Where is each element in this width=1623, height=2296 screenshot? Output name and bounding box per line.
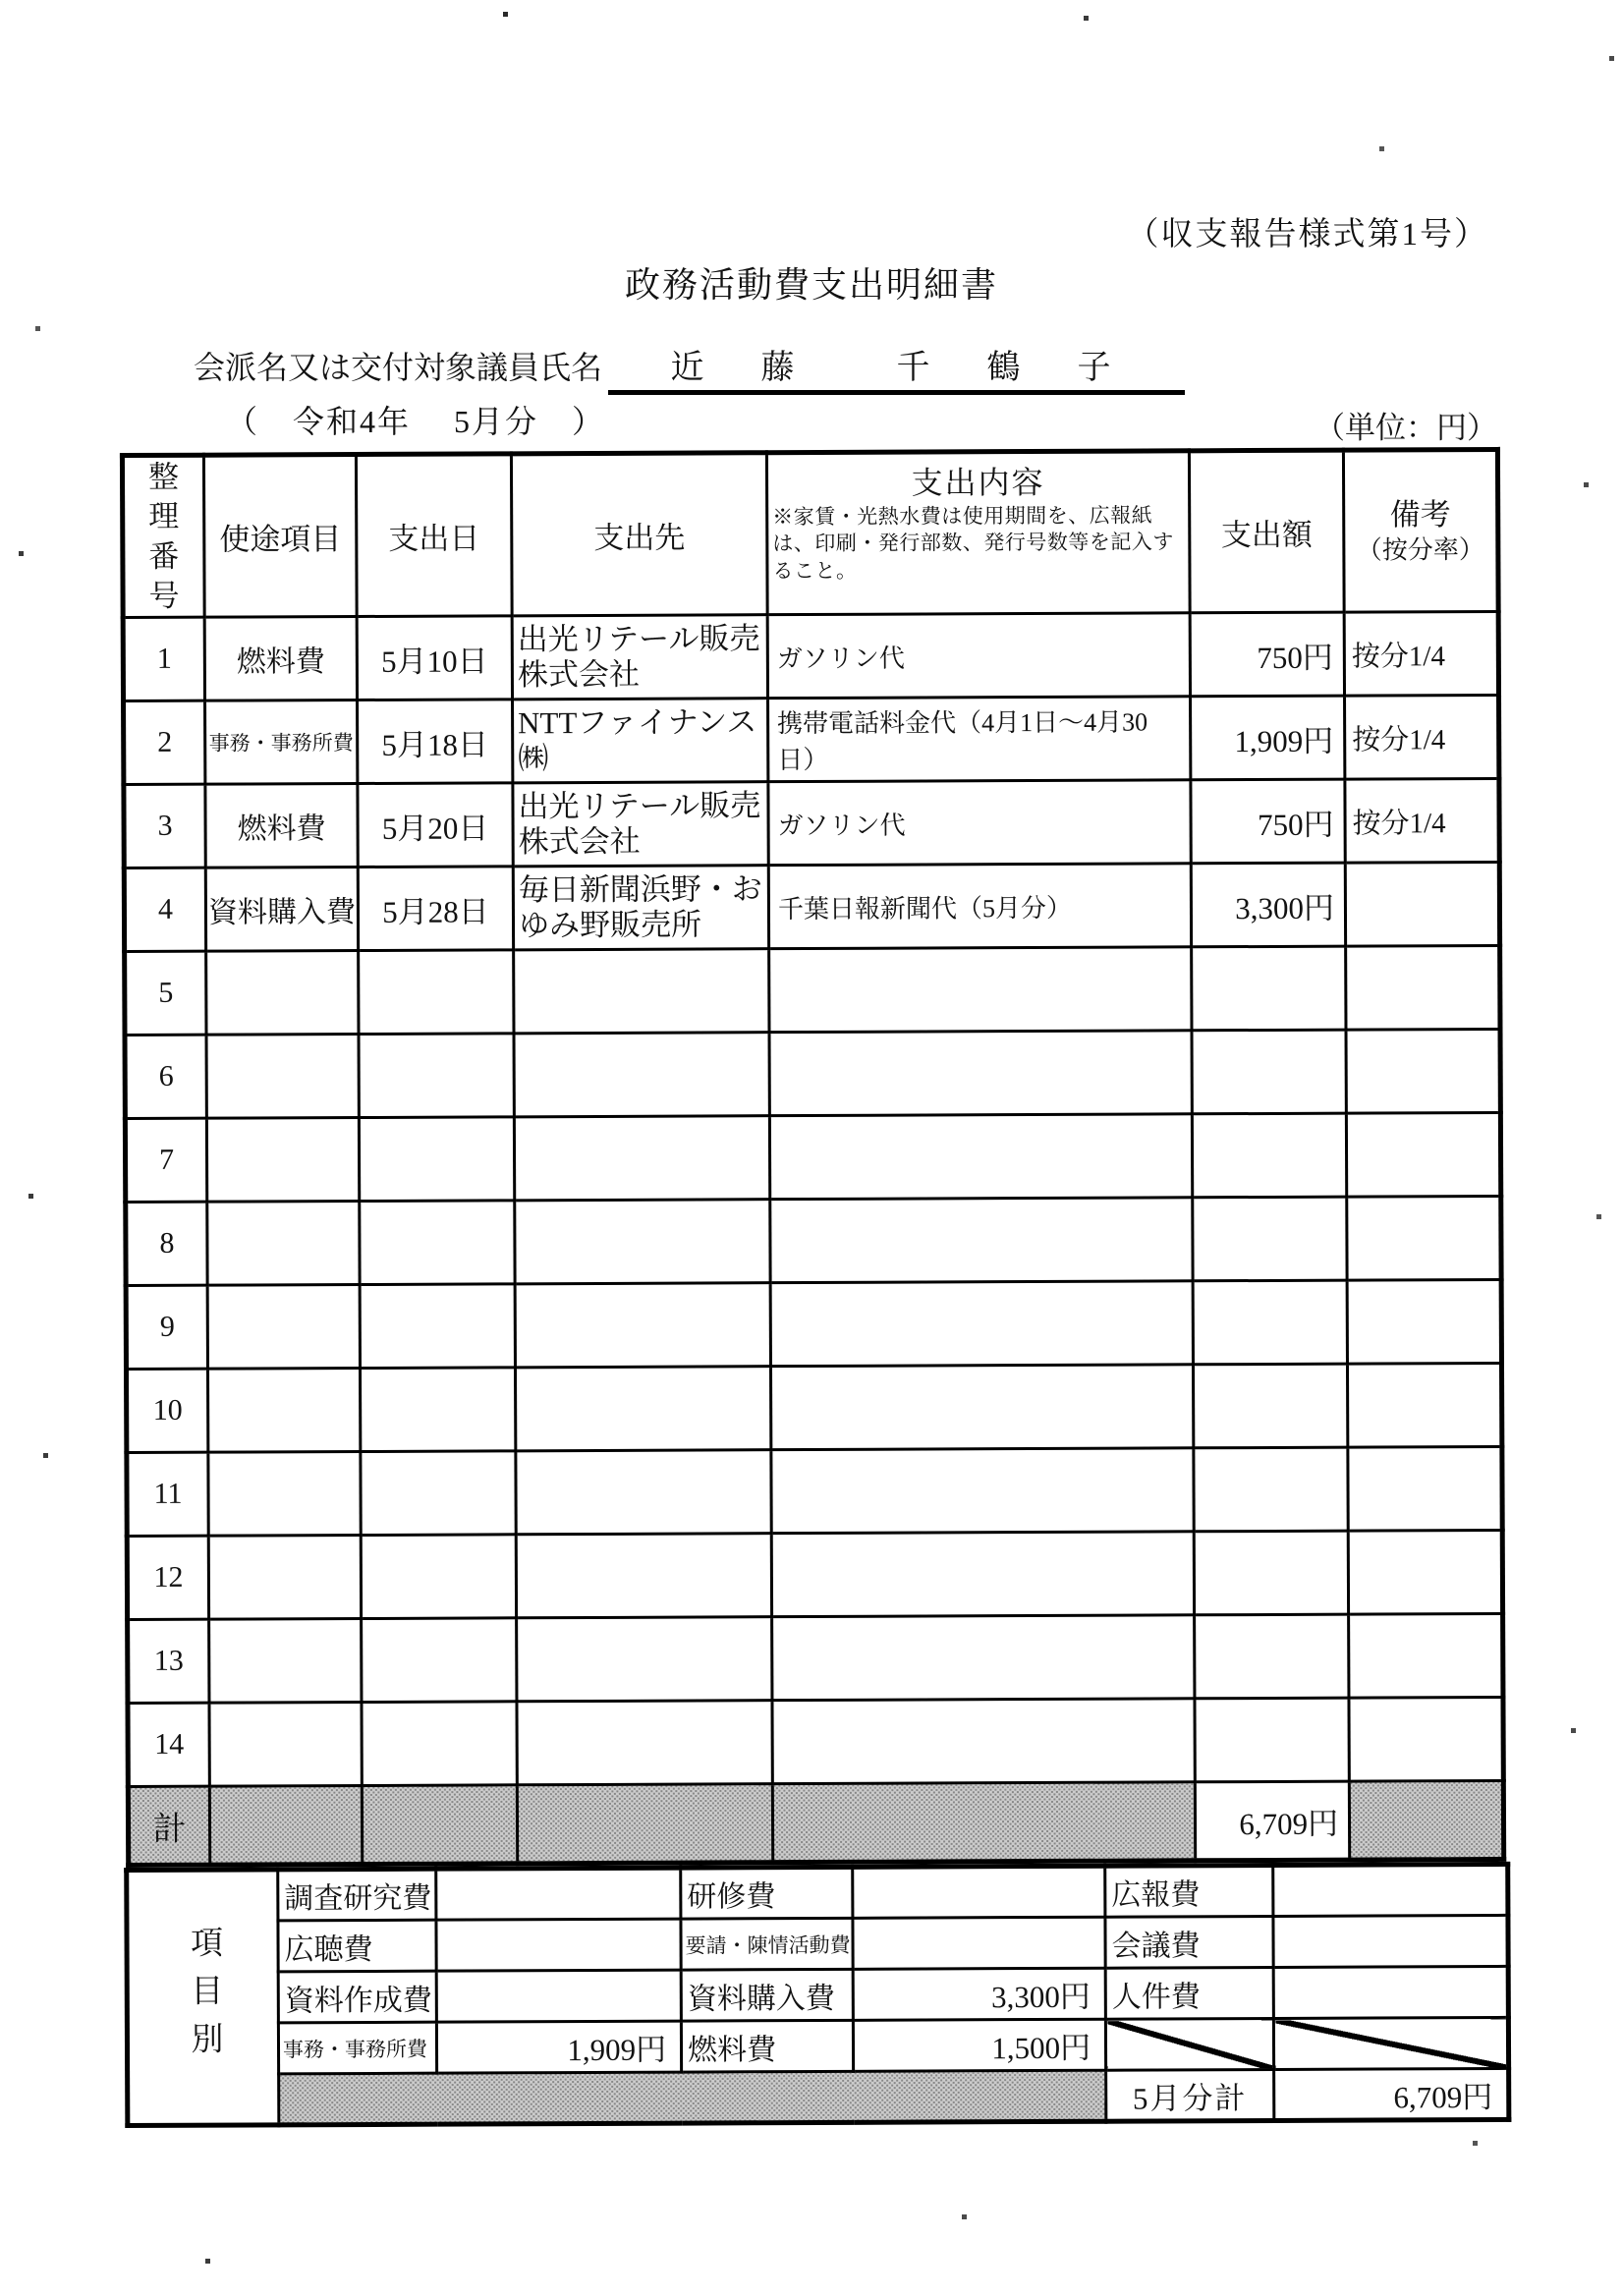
cell-no: 5: [125, 951, 206, 1035]
summary-category: 要請・陳情活動費: [681, 1918, 853, 1970]
cell-no: 11: [127, 1452, 208, 1536]
table-row: [125, 946, 1500, 1036]
cell-remarks: [1347, 1364, 1501, 1448]
cell-remarks: 按分1/4: [1344, 612, 1498, 697]
table-row: [124, 863, 1499, 952]
cell-remarks: [1346, 1113, 1500, 1198]
cell-payee: 出光リテール販売株式会社: [512, 615, 767, 700]
cell-content: [770, 1198, 1193, 1283]
table-row: [124, 779, 1499, 868]
cell-remarks: 按分1/4: [1345, 696, 1499, 780]
cell-content: [771, 1532, 1194, 1617]
cell-amount: [1193, 1280, 1347, 1365]
header-date: 支出日: [356, 454, 512, 617]
cell-no: 7: [125, 1118, 206, 1202]
summary-category: 資料購入費: [681, 1969, 853, 2021]
cell-no: 14: [128, 1703, 209, 1786]
cell-payee: [514, 949, 769, 1034]
cell-payee: [516, 1534, 771, 1618]
header-content: [766, 451, 1190, 615]
header-payee: 支出先: [511, 453, 767, 616]
cell-category: [207, 1202, 360, 1286]
header-no: 整理番号: [122, 455, 204, 618]
header-amount: 支出額: [1189, 450, 1344, 613]
cell-payee: [517, 1701, 772, 1785]
summary-value: 3,300円: [853, 1968, 1105, 2020]
cell-category: [206, 1118, 359, 1203]
cell-content: [769, 1031, 1192, 1116]
cell-payee: [515, 1200, 770, 1284]
shaded-cell: [209, 1786, 362, 1866]
summary-category: 広聴費: [278, 1920, 436, 1972]
cell-amount: [1192, 1030, 1346, 1114]
summary-category: 人件費: [1105, 1967, 1273, 2019]
cell-no: 10: [126, 1369, 207, 1452]
header-remarks-sub: （按分率）: [1356, 534, 1484, 565]
member-name-value: 近 藤 千 鶴 子: [608, 340, 1185, 395]
header-row: [122, 449, 1498, 617]
shaded-cell: [772, 1782, 1195, 1863]
cell-no: 13: [128, 1619, 209, 1703]
cell-amount: 750円: [1191, 779, 1345, 864]
cell-content: [769, 947, 1192, 1033]
cell-payee: [514, 1033, 769, 1117]
summary-side-cell: [127, 1870, 279, 2126]
cell-payee: 毎日新聞浜野・おゆみ野販売所: [513, 866, 768, 950]
cell-remarks: 按分1/4: [1345, 779, 1499, 864]
summary-value: 1,500円: [853, 2019, 1105, 2071]
table-row: [128, 1614, 1503, 1704]
cell-amount: [1193, 1364, 1347, 1448]
cell-amount: 750円: [1190, 612, 1344, 697]
cell-amount: [1194, 1531, 1348, 1615]
monthly-total-value: 6,709円: [1274, 2068, 1509, 2120]
header-category: 使途項目: [203, 455, 357, 618]
summary-value: [436, 1970, 681, 2022]
summary-value: [1273, 1915, 1508, 1967]
shaded-cell: [1349, 1781, 1503, 1861]
cell-amount: [1192, 1113, 1346, 1198]
cell-date: [362, 1702, 517, 1786]
cell-content: ガソリン代: [768, 780, 1191, 866]
cell-amount: [1194, 1447, 1348, 1532]
cell-category: 燃料費: [205, 784, 358, 868]
cell-category: [207, 1285, 360, 1370]
total-amount-cell: 6,709円: [1195, 1781, 1349, 1861]
cell-content: 千葉日報新聞代（5月分）: [768, 864, 1191, 949]
crossed-out-cell: [1105, 2018, 1273, 2070]
cell-amount: 3,300円: [1191, 863, 1345, 947]
cell-remarks: [1349, 1698, 1503, 1782]
cell-payee: [516, 1450, 771, 1535]
cell-remarks: [1346, 946, 1500, 1031]
summary-row: [127, 1864, 1508, 1921]
cell-category: [208, 1452, 361, 1537]
cell-date: [361, 1535, 516, 1619]
cell-category: [208, 1536, 361, 1620]
cell-content: [769, 1114, 1192, 1200]
cell-date: [359, 1117, 514, 1202]
summary-value: [1273, 1864, 1508, 1916]
cell-date: [360, 1201, 515, 1285]
cell-content: [771, 1448, 1194, 1534]
expense-detail-table: [120, 447, 1506, 1868]
shaded-cell: [362, 1785, 517, 1865]
cell-remarks: [1349, 1614, 1503, 1699]
summary-value: [436, 1868, 681, 1920]
summary-total-row: [128, 2068, 1509, 2125]
summary-category: 事務・事務所費: [278, 2022, 436, 2074]
table-row: [125, 1113, 1500, 1203]
summary-value: 1,909円: [436, 2021, 681, 2073]
cell-category: [207, 1369, 360, 1453]
header-remarks: [1343, 449, 1498, 612]
header-content-note: ※家賃・光熱水費は使用期間を、広報紙は、印刷・発行部数、発行号数等を記入すること。: [772, 503, 1174, 583]
cell-remarks: [1347, 1197, 1501, 1281]
summary-row: [127, 1915, 1508, 1972]
table-row: [127, 1531, 1502, 1620]
table-row: [127, 1447, 1502, 1537]
cell-no: 9: [126, 1285, 207, 1369]
cell-no: 1: [123, 617, 204, 700]
cell-category: 事務・事務所費: [205, 700, 358, 785]
cell-no: 2: [124, 700, 205, 784]
cell-content: ガソリン代: [767, 613, 1190, 699]
cell-no: 4: [124, 868, 205, 951]
cell-date: [362, 1618, 517, 1703]
cell-no: 12: [127, 1536, 208, 1619]
summary-value: [853, 1866, 1105, 1918]
form-number-label: （収支報告様式第1号）: [1126, 217, 1488, 252]
cell-amount: 1,909円: [1191, 696, 1345, 780]
cell-content: [772, 1615, 1195, 1701]
cell-date: 5月10日: [357, 616, 512, 700]
summary-category: 広報費: [1105, 1865, 1273, 1917]
summary-category: 調査研究費: [278, 1869, 436, 1921]
cell-remarks: [1345, 863, 1499, 947]
cell-date: [360, 1284, 515, 1369]
header-content-title: 支出内容: [911, 464, 1045, 501]
shaded-cell: [279, 2070, 1106, 2125]
shaded-cell: [517, 1784, 772, 1864]
header-remarks-title: 備考: [1389, 497, 1451, 532]
cell-amount: [1192, 946, 1346, 1031]
summary-category: 燃料費: [681, 2020, 853, 2072]
cell-payee: NTTファイナンス㈱: [513, 699, 768, 783]
cell-date: [360, 1368, 515, 1452]
page-title: 政務活動費支出明細書: [624, 265, 998, 305]
cell-date: 5月20日: [358, 783, 513, 868]
cell-remarks: [1348, 1447, 1502, 1532]
member-name-label: 会派名又は交付対象議員氏名: [194, 350, 603, 385]
summary-category: 資料作成費: [278, 1971, 436, 2023]
cell-content: [772, 1699, 1195, 1784]
summary-category: 研修費: [681, 1867, 853, 1919]
cell-no: 3: [124, 784, 205, 868]
cell-content: [770, 1281, 1193, 1367]
cell-date: 5月18日: [358, 700, 513, 784]
cell-payee: [514, 1116, 769, 1201]
cell-no: 8: [126, 1202, 207, 1285]
summary-value: [436, 1919, 681, 1971]
table-row: [128, 1698, 1503, 1787]
table-row: [124, 696, 1499, 785]
cell-remarks: [1346, 1030, 1500, 1114]
table-row: [126, 1364, 1501, 1453]
cell-date: [359, 1034, 514, 1118]
summary-category: 会議費: [1105, 1916, 1273, 1968]
cell-payee: 出光リテール販売株式会社: [513, 782, 768, 867]
cell-content: 携帯電話料金代（4月1日～4月30日）: [768, 697, 1191, 782]
summary-row: [127, 1966, 1508, 2023]
summary-value: [1273, 1966, 1508, 2018]
cell-date: [359, 950, 514, 1035]
cell-category: 燃料費: [204, 617, 357, 701]
cell-category: [209, 1619, 362, 1704]
summary-row: [127, 2017, 1508, 2074]
cell-no: 6: [125, 1035, 206, 1118]
table-row: [123, 612, 1498, 701]
cell-payee: [517, 1617, 772, 1702]
cell-category: [206, 951, 359, 1036]
table-row: [125, 1030, 1500, 1119]
unit-label: （単位：円）: [1315, 411, 1497, 445]
cell-content: [770, 1365, 1193, 1450]
table-row: [126, 1197, 1501, 1286]
total-row: [128, 1781, 1503, 1866]
cell-category: [206, 1035, 359, 1119]
scan-noise: [0, 0, 3, 3]
cell-category: [209, 1703, 362, 1787]
cell-category: 資料購入費: [205, 868, 358, 952]
cell-remarks: [1347, 1280, 1501, 1365]
cell-amount: [1195, 1698, 1349, 1782]
period-label: （ 令和4年 5月分 ）: [226, 404, 606, 439]
table-row: [126, 1280, 1501, 1370]
cell-remarks: [1348, 1531, 1502, 1615]
monthly-total-label: 5月分計: [1106, 2069, 1274, 2121]
cell-amount: [1195, 1614, 1349, 1699]
cell-payee: [515, 1283, 770, 1368]
cell-amount: [1193, 1197, 1347, 1281]
cell-date: 5月28日: [358, 867, 513, 951]
summary-side-label: 項目別: [185, 1925, 222, 2070]
total-label-cell: 計: [128, 1786, 209, 1865]
category-summary-table: [124, 1862, 1511, 2128]
summary-value: [853, 1917, 1105, 1969]
crossed-out-cell: [1273, 2017, 1508, 2069]
cell-date: [361, 1451, 516, 1536]
cell-payee: [515, 1367, 770, 1451]
